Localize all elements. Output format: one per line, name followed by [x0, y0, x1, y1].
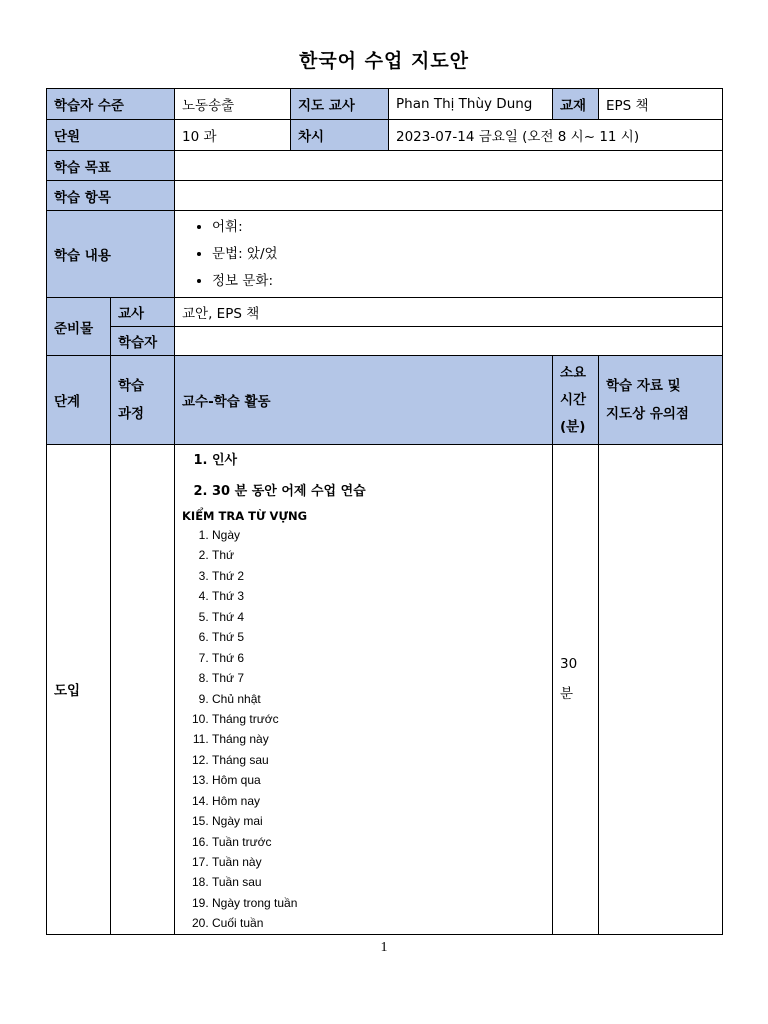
- vocab-item: 7. Thứ 6: [212, 648, 545, 668]
- intro-activity: [175, 445, 553, 935]
- intro-time-unit: 분: [560, 686, 574, 703]
- vocab-item: 9. Chủ nhật: [212, 689, 545, 709]
- time-header: [553, 356, 599, 445]
- notes-header: [599, 356, 723, 445]
- intro-time: [553, 445, 599, 935]
- lesson-plan-table: [46, 88, 723, 935]
- vocab-item: 5. Thứ 4: [212, 607, 545, 627]
- row-materials-teacher: [47, 298, 723, 327]
- intro-stage: 도입: [47, 445, 111, 935]
- row-unit: [47, 120, 723, 151]
- vocab-item: 20. Cuối tuần: [212, 913, 545, 933]
- vocab-item: 2. Thứ: [212, 545, 545, 565]
- time-header-line1: 소요: [560, 364, 587, 381]
- process-header: [111, 356, 175, 445]
- step-review: 2. 30 분 동안 어제 수업 연습: [212, 480, 545, 511]
- process-header-line1: 학습: [118, 378, 145, 394]
- activity-header: 교수-학습 활동: [175, 356, 553, 445]
- content-list: [182, 214, 715, 295]
- vocab-list: [182, 525, 545, 934]
- unit-value: 10 과: [175, 120, 291, 151]
- teacher-materials-label: 교사: [111, 298, 175, 327]
- vocab-item: 17. Tuần này: [212, 852, 545, 872]
- row-content: [47, 211, 723, 298]
- step-greeting: 1. 인사: [212, 449, 545, 480]
- row-intro: [47, 445, 723, 935]
- row-column-headers: [47, 356, 723, 445]
- content-item-culture: • 정보 문화:: [212, 268, 715, 295]
- textbook-label: 교재: [553, 89, 599, 120]
- intro-time-value: 30: [560, 656, 578, 673]
- page-number: 1: [380, 940, 388, 955]
- content-label: 학습 내용: [47, 211, 175, 298]
- vocab-item: 12. Tháng sau: [212, 750, 545, 770]
- vocab-item: 10. Tháng trước: [212, 709, 545, 729]
- items-label: 학습 항목: [47, 181, 175, 211]
- vocab-item: 3. Thứ 2: [212, 566, 545, 586]
- process-header-line2: 과정: [118, 406, 145, 422]
- teacher-materials-value: 교안, EPS 책: [175, 298, 723, 327]
- stage-header: 단계: [47, 356, 111, 445]
- level-value: 노동송출: [175, 89, 291, 120]
- vocab-item: 19. Ngày trong tuần: [212, 893, 545, 913]
- row-goal: [47, 151, 723, 181]
- vocab-item: 18. Tuần sau: [212, 872, 545, 892]
- notes-header-line2: 지도상 유의점: [606, 406, 689, 422]
- goal-value: [175, 151, 723, 181]
- row-level: [47, 89, 723, 120]
- vocab-item: 16. Tuần trước: [212, 832, 545, 852]
- vocab-item: 15. Ngày mai: [212, 811, 545, 831]
- teacher-label: 지도 교사: [291, 89, 389, 120]
- content-item-grammar: • 문법: 았/었: [212, 241, 715, 268]
- goal-label: 학습 목표: [47, 151, 175, 181]
- teacher-value: Phan Thị Thùy Dung: [389, 89, 553, 120]
- vocab-item: 4. Thứ 3: [212, 586, 545, 606]
- row-materials-learner: [47, 327, 723, 356]
- unit-label: 단원: [47, 120, 175, 151]
- learner-materials-value: [175, 327, 723, 356]
- vocab-item: 13. Hôm qua: [212, 770, 545, 790]
- session-value: 2023-07-14 금요일 (오전 8 시~ 11 시): [389, 120, 723, 151]
- vocab-item: 1. Ngày: [212, 525, 545, 545]
- time-header-line2: 시간: [560, 391, 587, 408]
- textbook-value: EPS 책: [599, 89, 723, 120]
- items-value: [175, 181, 723, 211]
- materials-label: 준비물: [47, 298, 111, 356]
- content-value: [175, 211, 723, 298]
- vocab-item: 11. Tháng này: [212, 729, 545, 749]
- intro-steps: [182, 449, 545, 511]
- vocab-item: 6. Thứ 5: [212, 627, 545, 647]
- notes-header-line1: 학습 자료 및: [606, 378, 681, 394]
- vocab-check-title: KIỂM TRA TỪ VỰNG: [182, 509, 308, 523]
- vocab-item: 14. Hôm nay: [212, 791, 545, 811]
- document-title: 한국어 수업 지도안: [298, 50, 470, 72]
- time-header-line3: (분): [560, 418, 586, 435]
- vocab-item: 8. Thứ 7: [212, 668, 545, 688]
- row-items: [47, 181, 723, 211]
- content-item-vocabulary: • 어휘:: [212, 214, 715, 241]
- level-label: 학습자 수준: [47, 89, 175, 120]
- learner-materials-label: 학습자: [111, 327, 175, 356]
- intro-process: [111, 445, 175, 935]
- session-label: 차시: [291, 120, 389, 151]
- intro-notes: [599, 445, 723, 935]
